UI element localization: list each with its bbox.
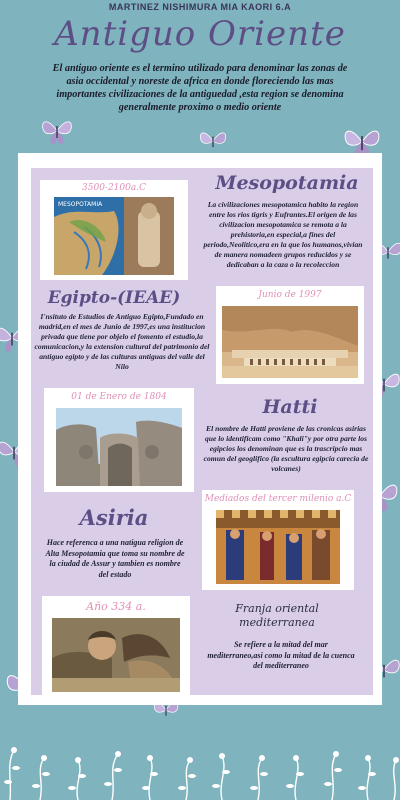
intro-text: El antiguo oriente es el termino utilizado para denominar las zonas de asia occidental y noreste de africa en donde floreciendo las mas importantes civilizaciones de la antiguedad ,esta region se denomina generalmente proximo o medio oriente xyxy=(52,63,348,113)
asiria-relief-image xyxy=(216,510,340,584)
hatti-date: 01 de Enero de 1804 xyxy=(71,392,167,402)
butterfly-icon xyxy=(40,114,74,148)
franja-mosaic-image xyxy=(52,618,180,692)
egipto-temple-image xyxy=(222,306,358,378)
asiria-date: Mediados del tercer milenio a.C xyxy=(204,494,352,504)
asiria-heading: Asiria xyxy=(79,505,149,530)
map-label: MESOPOTAMIA xyxy=(58,201,103,208)
hatti-heading: Hatti xyxy=(262,396,318,418)
egipto-heading: Egipto-(IEAE) xyxy=(47,288,181,308)
hatti-gate-image xyxy=(56,408,182,486)
franja-card xyxy=(42,596,190,696)
egipto-text: I'nsituto de Estudios de Antiguo Egipto,Fundado en madrid,en el mes de Junio de 1997,es una institucion privada que tiene por objelo el fomento el estudio,la comunicacion,y la extension cultural del patrimonio del antiguo egipto y de las culturas antiguas del valle del Nilo xyxy=(34,312,210,371)
butterfly-icon xyxy=(198,126,228,156)
franja-text: Se refiere a la mitad del mar mediterraneo,asi como la mitad de la cuenca del mediterraneo xyxy=(207,640,355,671)
asiria-card xyxy=(202,490,354,590)
mesopotamia-map-image xyxy=(54,197,174,275)
flower-vine-icon xyxy=(0,710,400,800)
asiria-text: Hace referenca a una natigua religion de Alta Mesopotamia que toma su nombre de la ciudad de Assur y tambien es nombre del estado xyxy=(45,538,185,579)
egipto-card xyxy=(216,286,364,384)
franja-date: Año 334 a. xyxy=(86,600,146,613)
author-name: MARTINEZ NISHIMURA MIA KAORI 6.A xyxy=(108,2,292,12)
page-title: Antiguo Oriente xyxy=(54,14,346,54)
mesopotamia-date: 3500-2100a.C xyxy=(82,183,146,193)
mesopotamia-heading: Mesopotamia xyxy=(215,172,359,194)
hatti-card xyxy=(44,388,194,492)
hatti-text: El nombre de Hatti proviene de las cronicas asirias que lo identificam como "Khali"y por otra parte los egipcios los denominan que es la trascripcio mas comun del geoglifico (la escultura egipcia carecia de volcanes) xyxy=(203,424,369,473)
mesopotamia-card xyxy=(40,180,188,280)
mesopotamia-text: La civilizaciones mesopotamica habito la region entre los rios tigris y Eufrantes.El origen de las civilizacion mesopotamica se remota a la prehistoria,en especial,a fines del periodo,Neolitico,era en la que los humanos,vivian de manera nomadeen grupos reducidos y se dedicaban a la caza o la recoleccion xyxy=(203,200,363,269)
franja-heading: Franja oriental mediterranea xyxy=(235,602,319,629)
egipto-date: Junio de 1997 xyxy=(258,290,322,300)
